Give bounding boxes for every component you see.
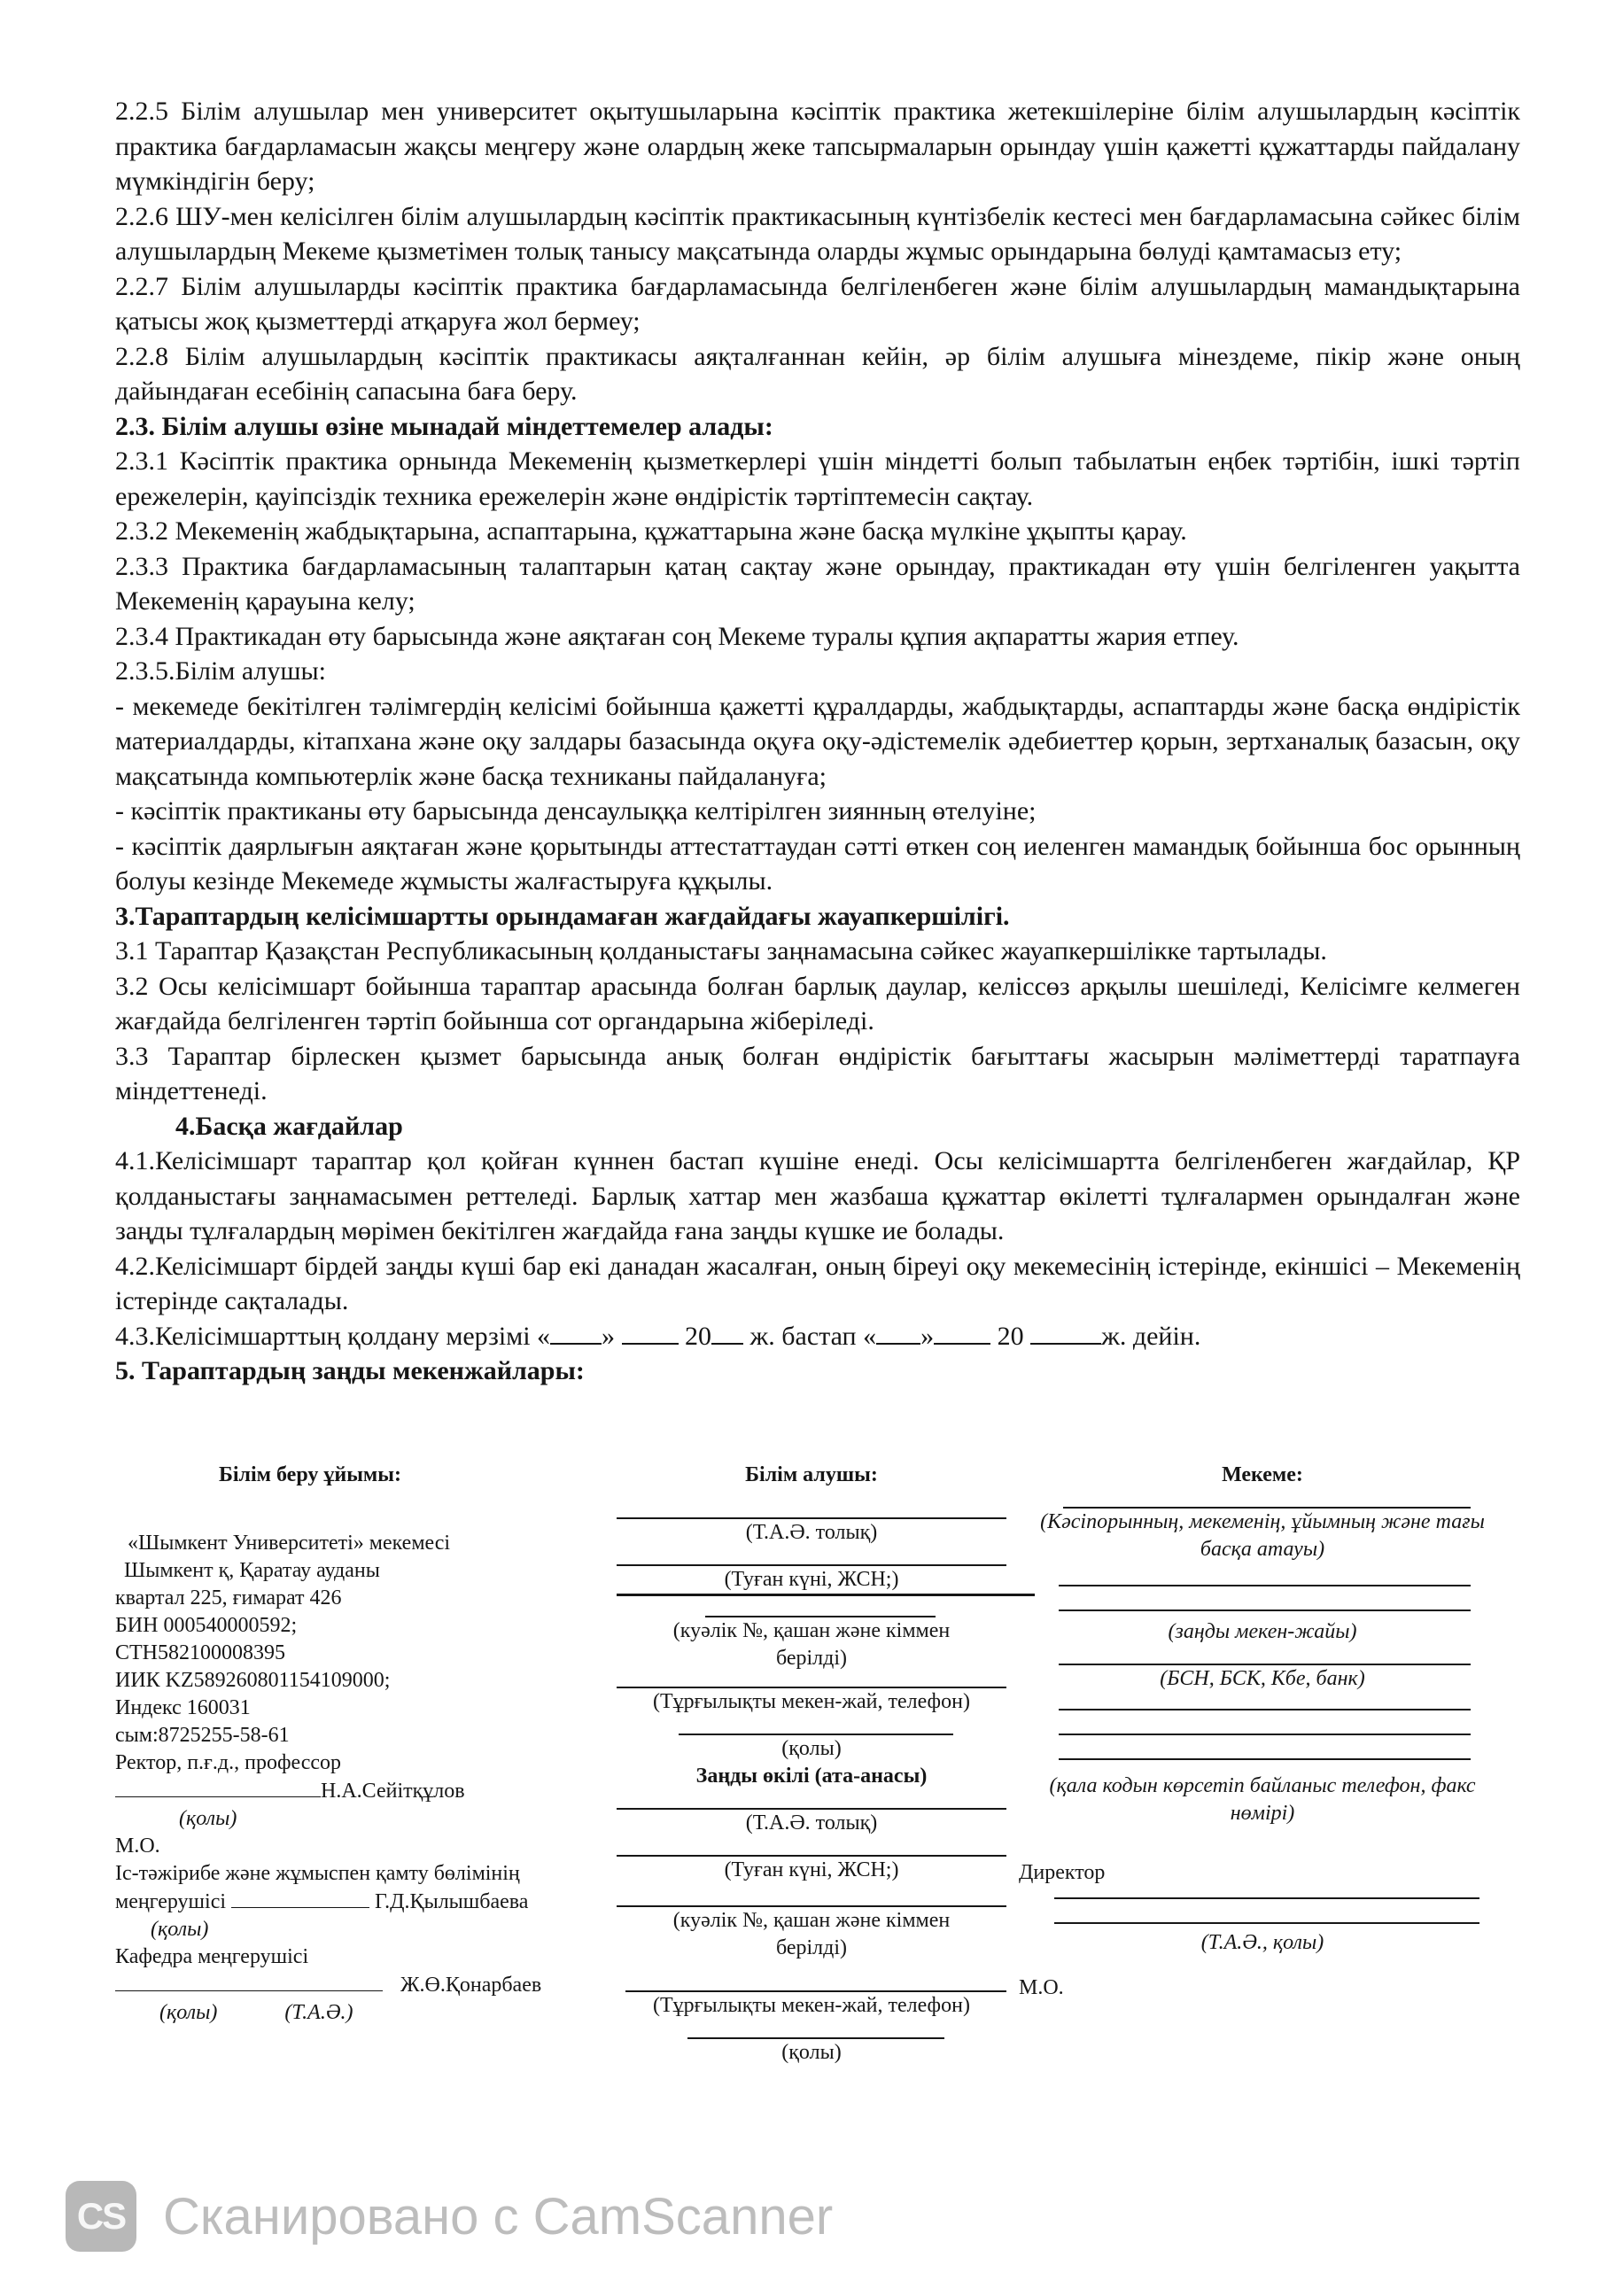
student-fullname-caption: (Т.А.Ә. толық) [745,1521,878,1544]
kafedra-head-line [115,1971,594,1999]
camscanner-text: Сканировано с CamScanner [163,2187,834,2246]
enterprise-name-caption: (Кәсіпорынның, мекеменің, ұйымның және тағы басқа атауы) [1040,1510,1485,1561]
blank-year-from [711,1320,743,1345]
section-heading-3: 3.Тараптардың келісімшартты орындамаған жағдайдағы жауапкершілігі. [115,901,1010,931]
student-address-line [617,1676,1006,1688]
guardian-birth-caption: (Туған күні, ЖСН;) [724,1858,899,1881]
student-birth-caption: (Туған күні, ЖСН;) [724,1568,899,1591]
clause-4-1: 4.1.Келісімшарт тараптар қол қойған күннен бастап күшіне енеді. Осы келісімшартта белгіленбеген жағдайлар, ҚР қолданыстағы заңнамасымен реттеледі. Барлық хаттар мен жазбаша құжаттар өкілетті тұлғалармен орындалған және заңды тұлғалардың мөрімен бекітілген жағдайда ғана заңды күшке ие болады. [115,1146,1520,1245]
org-stn: СТН582100008395 [115,1641,285,1664]
clause-4-3 [115,1319,1520,1354]
director-caption: (Т.А.Ә., қолы) [1200,1931,1324,1954]
dept-title: Іс-тәжірибе және жұмыспен қамту бөлімінің [115,1862,520,1885]
kafedra-title: Кафедра меңгерушісі [115,1945,309,1968]
kafedra-sign-caption: (қолы) [159,2001,218,2024]
dept-head-name: Г.Д.Қылышбаева [369,1890,529,1913]
director-line-2 [1054,1912,1479,1924]
student-id-caption: (куәлік №, қашан және кіммен берілді) [672,1619,951,1670]
clause-2-3-1: 2.3.1 Кәсіптік практика орнында Мекеменің қызметкерлері үшін міндетті болып табылатын еңбек тәртібін, ішкі тәртіп ережелерін, қауіпсіздік техника ережелерін және өндірістік тәртіптемесін сақтау. [115,446,1520,511]
clause-2-2-6: 2.2.6 ШУ-мен келісілген білім алушылардың кәсіптік практикасының күнтізбелік кестесі мен бағдарламасына сәйкес білім алушылардың Мекеме қызметімен толық танысу мақсатында оларды жұмыс орындарына бөлуді қамтамасыз ету; [115,201,1520,266]
bullet-1: - мекемеде бекітілген тәлімгердің келісімі бойынша қажетті құралдарды, жабдықтарды, аспаптарды және басқа өндірістік материалдарды, кітапхана және оқу залдары базасында оқуға оқу-әдістемелік әдебиеттер қорын, зертханалық базасын, оқу мақсатында компьютерлік және басқа техниканы пайдалануға; [115,691,1520,791]
enterprise-seal-label: М.О. [1019,1976,1064,1999]
rector-title: Ректор, п.ғ.д., профессор [115,1751,342,1774]
blank-day-from [550,1320,602,1345]
enterprise-bank-caption: (БСН, БСК, Кбе, банк) [1160,1667,1365,1690]
student-sign-line [679,1723,953,1735]
rector-signature-blank [115,1777,321,1797]
guardian-address-line [625,1980,1006,1992]
clause-4-2: 4.2.Келісімшарт бірдей заңды күші бар екі данадан жасалған, оның біреуі оқу мекемесінің істерінде, екіншісі – Мекеменің істерінде сақталады. [115,1251,1520,1315]
kafedra-signature-blank [115,1971,383,1991]
section-heading-2-3: 2.3. Білім алушы өзіне мынадай міндеттемелер алады: [115,411,773,441]
clause-2-2-7: 2.2.7 Білім алушыларды кәсіптік практика бағдарламасында белгіленбеген және білім алушылардың мамандықтарына қатысы жоқ қызметтерді атқаруға жол бермеу; [115,271,1520,336]
column-education-org [115,1462,594,2027]
clause-2-3-4: 2.3.4 Практикадан өту барысында және аяқтаған соң Мекеме туралы құпия ақпаратты жария етпеу. [115,621,1239,651]
blank-day-to [876,1320,920,1345]
director-line-1 [1054,1887,1479,1899]
student-sign-caption: (қолы) [781,1737,842,1760]
student-fullname-line [617,1507,1006,1519]
org-address-line2: квартал 225, ғимарат 426 [115,1586,342,1610]
contract-body [115,94,1520,1389]
guardian-fullname-caption: (Т.А.Ә. толық) [745,1811,878,1834]
bullet-3: - кәсіптік даярлығын аяқтаған және қорытынды аттестаттаудан сәтті өткен соң иеленген мамандық бойынша бос орынның болуы кезінде Мекемеде жұмысты жалғастыруға құқылы. [115,831,1520,896]
dept-head-signature-blank [231,1888,369,1908]
clause-2-2-8: 2.2.8 Білім алушылардың кәсіптік практикасы аяқталғаннан кейін, әр білім алушыға мінездеме, пікір және оның дайындаған есебінің сапасына баға беру. [115,341,1520,406]
enterprise-address-line-1 [1059,1574,1471,1586]
bullet-2: - кәсіптік практиканы өту барысында денсаулыққа келтірілген зиянның өтелуіне; [115,796,1037,826]
clause-4-3-text-b: » [602,1321,622,1351]
kafedra-head-name: Ж.Ө.Қонарбаев [400,1974,542,1997]
dept-head-line [115,1888,594,1916]
column-student [617,1462,1006,2067]
org-name: «Шымкент Университеті» мекемесі [128,1532,451,1555]
enterprise-bank-line [1059,1653,1471,1665]
column-heading-education-org: Білім беру ұйымы: [218,1463,402,1486]
guardian-sign-line [687,2027,944,2039]
column-heading-student: Білім алушы: [745,1463,878,1486]
clause-3-1: 3.1 Тараптар Қазақстан Республикасының қолданыстағы заңнамасына сәйкес жауапкершілікке тартылады. [115,936,1327,966]
rector-name: Н.А.Сейітқұлов [321,1780,465,1803]
student-id-line [705,1605,936,1617]
clause-2-2-5: 2.2.5 Білім алушылар мен университет оқытушыларына кәсіптік практика жетекшілеріне білім алушылардың кәсіптік практика бағдарламасын жақсы меңгеру және олардың жеке тапсырмаларын орындау үшін қажетті құжаттарды пайдалану мүмкіндігін беру; [115,97,1520,196]
guardian-id-line [617,1895,1006,1907]
enterprise-phone-line-1 [1059,1698,1471,1710]
rector-signature-line [115,1777,594,1805]
student-separator-line [617,1594,1035,1596]
enterprise-phone-line-3 [1059,1748,1471,1760]
seal-place-label: М.О. [115,1834,160,1858]
clause-4-3-text-a: 4.3.Келісімшарттың қолдану мерзімі « [115,1321,551,1351]
camscanner-watermark [66,2181,833,2252]
clause-2-3-2: 2.3.2 Мекеменің жабдықтарына, аспаптарына, құжаттарына және басқа мүлкіне ұқыпты қарау. [115,516,1187,546]
clause-3-2: 3.2 Осы келісімшарт бойынша тараптар арасында болған барлық даулар, келіссөз арқылы шешіледі, Келісімге келмеген жағдайда белгіленген тәртіп бойынша сот органдарына жіберіледі. [115,971,1520,1036]
clause-2-3-3: 2.3.3 Практика бағдарламасының талаптарын қатаң сақтау және орындау, практикадан өту үшін белгіленген уақытта Мекеменің қарауына келу; [115,551,1520,616]
student-birth-line [617,1554,1006,1566]
dept-head-sign-caption: (қолы) [151,1918,209,1941]
camscanner-logo-icon: CS [66,2181,136,2252]
enterprise-phone-caption: (қала кодын көрсетіп байланыс телефон, факс нөмірі) [1049,1774,1476,1825]
org-phone: сым:8725255-58-61 [115,1724,290,1747]
guardian-sign-caption: (қолы) [781,2041,842,2064]
section-heading-4: 4.Басқа жағдайлар [175,1111,403,1141]
section-heading-5: 5. Тараптардың заңды мекенжайлары: [115,1356,585,1385]
kafedra-captions [115,1999,594,2027]
guardian-id-caption: (куәлік №, қашан және кіммен берілді) [672,1909,951,1959]
blank-month-from [622,1320,679,1345]
enterprise-address-line-2 [1059,1599,1471,1611]
rector-sign-caption: (қолы) [179,1807,237,1830]
clause-3-3: 3.3 Тараптар бірлескен қызмет барысында анық болған өндірістік бағыттағы жасырын мәліметтерді таратпауға міндеттенеді. [115,1041,1520,1105]
guardian-address-caption: (Тұрғылықты мекен-жай, телефон) [653,1994,970,2017]
blank-month-to [934,1320,990,1345]
org-index: Индекс 160031 [115,1696,251,1719]
enterprise-name-line [1063,1496,1471,1509]
org-iik: ИИК KZ589260801154109000; [115,1669,391,1692]
clause-4-3-text-c: 20 [678,1321,712,1351]
clause-4-3-text-d: ж. бастап « [743,1321,877,1351]
director-label: Директор [1019,1861,1106,1884]
guardian-fullname-line [617,1797,1006,1810]
clause-4-3-text-g: ж. дейін. [1101,1321,1201,1351]
clause-2-3-5: 2.3.5.Білім алушы: [115,656,326,686]
column-enterprise [1019,1462,1506,2002]
enterprise-phone-line-2 [1059,1723,1471,1735]
blank-year-to [1030,1320,1101,1345]
enterprise-address-caption: (заңды мекен-жайы) [1168,1620,1357,1643]
guardian-birth-line [617,1844,1006,1857]
org-address-line1: Шымкент қ, Қаратау ауданы [124,1559,380,1582]
clause-4-3-text-e: » [920,1321,935,1351]
guardian-heading: Заңды өкілі (ата-анасы) [695,1765,928,1788]
column-heading-enterprise: Мекеме: [1222,1463,1303,1486]
clause-4-3-text-f: 20 [990,1321,1031,1351]
kafedra-fio-caption: (Т.А.Ә.) [284,2001,353,2024]
student-address-caption: (Тұрғылықты мекен-жай, телефон) [653,1690,970,1713]
dept-head-label: меңгерушісі [115,1890,227,1913]
org-bin: БИН 000540000592; [115,1614,298,1637]
